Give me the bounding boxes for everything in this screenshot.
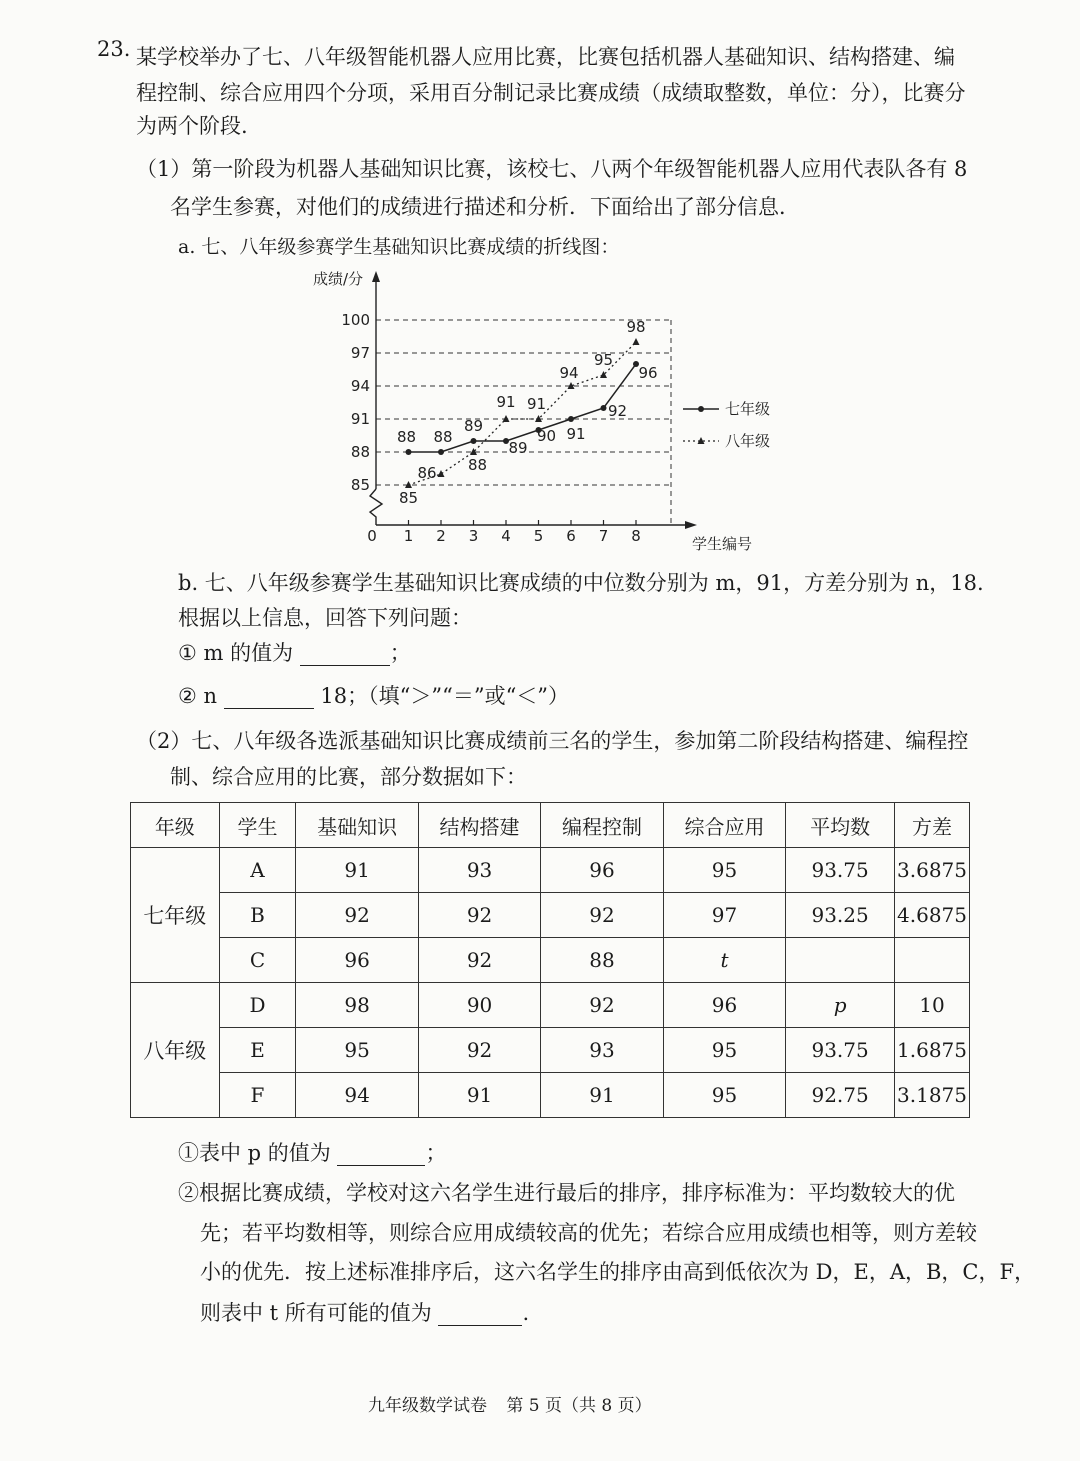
table-cell: 10	[895, 983, 970, 1028]
part2-line1: （2）七、八年级各选派基础知识比赛成绩前三名的学生，参加第二阶段结构搭建、编程控	[136, 729, 969, 753]
data-label-grade8: 91	[496, 393, 516, 411]
y-tick-label: 88	[350, 443, 370, 461]
data-point-grade8	[438, 470, 445, 477]
data-label-grade8: 88	[467, 456, 488, 474]
table-row	[131, 1028, 970, 1073]
table-cell: 91	[296, 848, 418, 893]
y-tick-label: 85	[350, 476, 370, 494]
data-label-grade8: 91	[526, 395, 547, 413]
y-tick-label: 94	[350, 377, 370, 395]
q1-p-suffix: ；	[425, 1141, 447, 1165]
table-cell: B	[219, 893, 296, 938]
table-cell: 92.75	[786, 1073, 895, 1118]
footer-exam-title: 九年级数学试卷	[368, 1396, 487, 1416]
chart-legend	[683, 400, 770, 450]
question-number: 23.	[97, 37, 131, 61]
x-axis-arrow	[685, 521, 697, 529]
answer-blank-m[interactable]	[300, 665, 390, 666]
q1-m-suffix: ；	[389, 641, 411, 665]
part1-info-a: a. 七、八年级参赛学生基础知识比赛成绩的折线图：	[178, 236, 620, 258]
x-tick-label: 7	[598, 527, 609, 545]
table-cell: 94	[296, 1073, 418, 1118]
table-cell: 91	[418, 1073, 540, 1118]
score-table	[130, 802, 970, 1118]
answer-blank-t[interactable]	[438, 1325, 522, 1326]
answer-blank-n[interactable]	[224, 708, 314, 709]
y-tick-label: 91	[350, 410, 370, 428]
data-label-grade7: 89	[463, 417, 484, 435]
table-cell: 92	[541, 983, 663, 1028]
question-intro-line1: 某学校举办了七、八年级智能机器人应用比赛，比赛包括机器人基础知识、结构搭建、编	[136, 45, 955, 69]
data-label-grade8: 85	[398, 489, 419, 507]
part2-q1	[178, 1140, 446, 1166]
x-axis-title: 学生编号	[692, 535, 753, 553]
table-row	[131, 1073, 970, 1118]
table-row	[131, 938, 970, 983]
footer-page-number: 第 5 页（共 8 页）	[506, 1396, 652, 1416]
data-label-grade8: 95	[593, 351, 614, 369]
table-header: 学生	[219, 803, 296, 848]
table-header: 平均数	[786, 803, 895, 848]
y-axis-break	[370, 489, 382, 525]
table-cell: 96	[663, 983, 785, 1028]
table-cell: 96	[296, 938, 418, 983]
table-cell: 96	[541, 848, 663, 893]
table-cell: 4.6875	[895, 893, 970, 938]
legend-label-grade8: 八年级	[725, 432, 771, 450]
table-cell: 95	[663, 1073, 785, 1118]
page-footer	[368, 1391, 652, 1416]
q1-m-label: ① m 的值为	[178, 641, 294, 665]
table-cell: 88	[541, 938, 663, 983]
legend-label-grade7: 七年级	[725, 400, 771, 418]
table-cell: 92	[418, 893, 540, 938]
table-cell: 93.25	[786, 893, 895, 938]
table-header-row	[131, 803, 970, 848]
origin-label: 0	[367, 527, 377, 545]
part2-q2-line2: 先；若平均数相等，则综合应用成绩较高的优先；若综合应用成绩也相等，则方差较	[200, 1221, 977, 1245]
part1-line2: 名学生参赛，对他们的成绩进行描述和分析．下面给出了部分信息．	[170, 195, 800, 219]
part2-line2: 制、综合应用的比赛，部分数据如下：	[170, 765, 527, 789]
table-cell: 95	[296, 1028, 418, 1073]
data-point-grade7	[601, 405, 607, 411]
table-header: 方差	[895, 803, 970, 848]
table-header: 综合应用	[663, 803, 785, 848]
q1-p-label: ①表中 p 的值为	[178, 1141, 331, 1165]
answer-blank-p[interactable]	[337, 1165, 425, 1166]
table-cell: 93	[418, 848, 540, 893]
score-line-chart	[295, 268, 795, 558]
y-tick-label: 100	[341, 311, 370, 329]
table-header: 编程控制	[541, 803, 663, 848]
part2-q2-line4	[200, 1300, 529, 1326]
data-label-grade7: 90	[536, 427, 557, 445]
x-tick-label: 8	[631, 527, 641, 545]
table-cell: 1.6875	[895, 1028, 970, 1073]
table-cell: 92	[418, 1028, 540, 1073]
q2-t-suffix: .	[522, 1301, 530, 1325]
grade-cell: 八年级	[131, 983, 220, 1118]
part1-info-b: b. 七、八年级参赛学生基础知识比赛成绩的中位数分别为 m，91，方差分别为 n，18.	[178, 571, 984, 595]
y-axis-arrow	[372, 271, 380, 282]
part1-q1	[178, 640, 411, 666]
x-tick-label: 5	[533, 527, 544, 545]
table-cell-t: t	[663, 938, 785, 983]
table-cell: 92	[541, 893, 663, 938]
legend-marker-grade7	[698, 406, 704, 412]
table-cell: C	[219, 938, 296, 983]
chart-series	[397, 318, 658, 507]
part2-q2-line1: ②根据比赛成绩，学校对这六名学生进行最后的排序，排序标准为：平均数较大的优	[178, 1181, 955, 1205]
table-cell	[786, 938, 895, 983]
x-tick-label: 3	[468, 527, 479, 545]
table-cell: 3.1875	[895, 1073, 970, 1118]
x-tick-label: 6	[566, 527, 576, 545]
q2-n-label: ② n	[178, 684, 218, 708]
data-label-grade8: 98	[626, 318, 646, 336]
part1-line1: （1）第一阶段为机器人基础知识比赛，该校七、八两个年级智能机器人应用代表队各有 8	[136, 157, 968, 181]
table-cell: E	[219, 1028, 296, 1073]
data-label-grade7: 89	[508, 439, 528, 457]
data-point-grade7	[471, 438, 477, 444]
x-tick-label: 2	[436, 527, 446, 545]
table-cell	[895, 938, 970, 983]
part1-prompt: 根据以上信息，回答下列问题：	[178, 606, 472, 630]
grade-cell: 七年级	[131, 848, 220, 983]
table-cell: 90	[418, 983, 540, 1028]
table-header: 结构搭建	[418, 803, 540, 848]
table-cell: 3.6875	[895, 848, 970, 893]
table-cell: 97	[663, 893, 785, 938]
table-cell: 93.75	[786, 848, 895, 893]
data-label-grade7: 88	[396, 428, 417, 446]
table-cell: 93	[541, 1028, 663, 1073]
table-cell: A	[219, 848, 296, 893]
data-point-grade8	[633, 338, 640, 345]
y-axis-title: 成绩/分	[313, 270, 364, 288]
x-tick-label: 4	[501, 527, 511, 545]
table-row	[131, 983, 970, 1028]
table-cell: F	[219, 1073, 296, 1118]
table-cell: D	[219, 983, 296, 1028]
data-label-grade8: 86	[417, 464, 437, 482]
q2-n-suffix: 18；（填“＞”“＝”或“＜”）	[320, 684, 570, 708]
question-intro-line2: 程控制、综合应用四个分项，采用百分制记录比赛成绩（成绩取整数，单位：分），比赛分	[136, 81, 966, 105]
data-label-grade7: 96	[638, 364, 658, 382]
table-row	[131, 848, 970, 893]
table-row	[131, 893, 970, 938]
table-cell-p: p	[786, 983, 895, 1028]
table-cell: 92	[418, 938, 540, 983]
data-label-grade7: 88	[433, 428, 453, 446]
q2-t-label: 则表中 t 所有可能的值为	[200, 1301, 432, 1325]
table-cell: 92	[296, 893, 418, 938]
table-cell: 98	[296, 983, 418, 1028]
part1-q2	[178, 683, 569, 709]
table-header: 基础知识	[296, 803, 418, 848]
y-tick-label: 97	[350, 344, 370, 362]
data-point-grade7	[406, 449, 412, 455]
table-cell: 95	[663, 1028, 785, 1073]
data-point-grade7	[438, 449, 444, 455]
table-cell: 95	[663, 848, 785, 893]
data-label-grade7: 91	[566, 425, 586, 443]
table-cell: 93.75	[786, 1028, 895, 1073]
table-cell: 91	[541, 1073, 663, 1118]
part2-q2-line3: 小的优先．按上述标准排序后，这六名学生的排序由高到低依次为 D，E，A，B，C，F，	[200, 1260, 1036, 1284]
data-label-grade8: 94	[559, 364, 579, 382]
data-point-grade7	[568, 416, 574, 422]
question-intro-line3: 为两个阶段.	[136, 114, 248, 138]
data-label-grade7: 92	[607, 402, 628, 420]
table-header: 年级	[131, 803, 220, 848]
x-tick-label: 1	[403, 527, 414, 545]
